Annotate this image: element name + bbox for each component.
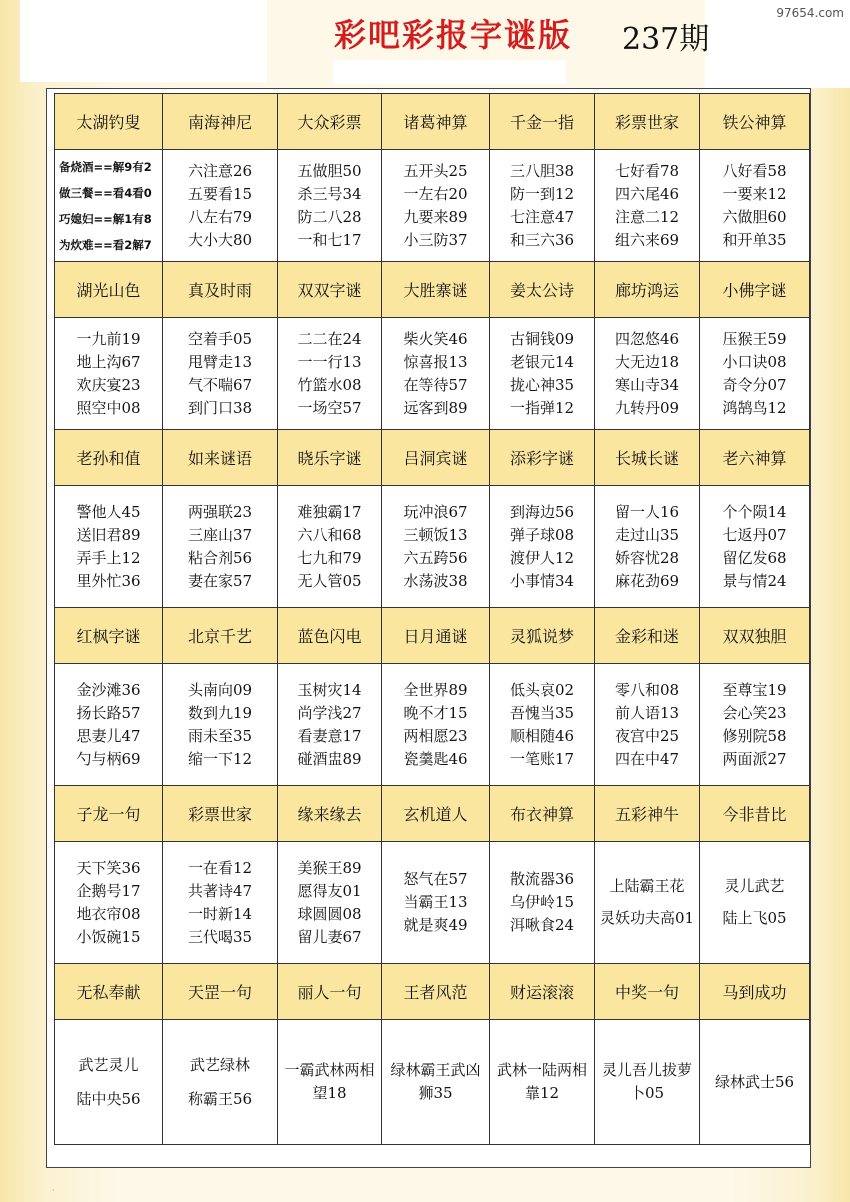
- riddle-cell: [594, 317, 700, 430]
- riddle-cell: [594, 663, 700, 786]
- riddle-line: 低头哀02: [509, 680, 575, 699]
- riddle-line: 做三餐==看4看0: [59, 185, 152, 200]
- riddle-line: 头南向09: [187, 680, 253, 699]
- riddle-cell: [277, 317, 382, 430]
- riddle-line: 数到九19: [187, 703, 253, 722]
- riddle-line: 到海边56: [509, 502, 575, 521]
- riddle-line: 巧媳妇==解1有8: [59, 211, 152, 226]
- riddle-line: 四在中47: [614, 749, 680, 768]
- riddle-cell: [54, 149, 163, 262]
- riddle-cell: [54, 317, 163, 430]
- riddle-line: 六八和68: [297, 525, 362, 544]
- riddle-line: 备烧酒==解9有2: [59, 159, 152, 174]
- riddle-line: 二二在24: [297, 329, 362, 348]
- riddle-line: 企鹅号17: [76, 881, 141, 900]
- riddle-line: 七返丹07: [722, 525, 787, 544]
- riddle-line: 粘合剂56: [187, 548, 253, 567]
- riddle-line: 寒山寺34: [614, 375, 680, 394]
- riddle-line: 三座山37: [187, 525, 253, 544]
- riddle-line: 五做胆50: [297, 161, 362, 180]
- riddle-line: 玉树灾14: [297, 680, 362, 699]
- riddle-line: 三八胆38: [509, 161, 575, 180]
- column-header: 五彩神牛: [594, 785, 700, 842]
- riddle-line: 碰酒盅89: [297, 749, 362, 768]
- riddle-cell: [277, 841, 382, 964]
- riddle-table: [55, 94, 810, 1164]
- column-header: 大胜寨谜: [381, 261, 490, 318]
- column-header: 北京千艺: [162, 607, 278, 664]
- riddle-cell: [699, 841, 810, 964]
- riddle-cell: [489, 663, 595, 786]
- column-header: 灵狐说梦: [489, 607, 595, 664]
- column-header: 老孙和值: [54, 429, 163, 486]
- riddle-line: 压猴王59: [722, 329, 787, 348]
- riddle-cell: [594, 149, 700, 262]
- riddle-cell: [381, 841, 490, 964]
- riddle-line: 送旧君89: [76, 525, 141, 544]
- riddle-line: 一九前19: [76, 329, 141, 348]
- column-header: 太湖钓叟: [54, 93, 163, 150]
- riddle-line: 组六来69: [614, 230, 680, 249]
- riddle-line: 到门口38: [187, 398, 253, 417]
- riddle-line: 六做胆60: [722, 207, 787, 226]
- riddle-line: 会心笑23: [722, 703, 787, 722]
- riddle-cell: [699, 485, 810, 608]
- riddle-line: 夜宫中25: [614, 726, 680, 745]
- riddle-line: 散流器36: [509, 870, 575, 888]
- column-header: 彩票世家: [162, 785, 278, 842]
- riddle-line: 弹子球08: [509, 525, 575, 544]
- riddle-line: 一要来12: [722, 184, 787, 203]
- column-header: 如来谜语: [162, 429, 278, 486]
- column-header: 晓乐字谜: [277, 429, 382, 486]
- riddle-line: 两面派27: [722, 749, 787, 768]
- riddle-line: 空着手05: [187, 329, 253, 348]
- riddle-line: 注意二12: [614, 207, 680, 226]
- riddle-line: 留一人16: [614, 502, 680, 521]
- riddle-line: 当霸王13: [403, 893, 468, 911]
- riddle-line: 一时新14: [187, 904, 253, 923]
- riddle-cell: [381, 149, 490, 262]
- riddle-line: 留亿发68: [722, 548, 787, 567]
- riddle-line: 灵妖功夫高01: [599, 909, 695, 928]
- riddle-line: 雨未至35: [187, 726, 253, 745]
- riddle-line: 一在看12: [187, 858, 253, 877]
- riddle-line: 留儿妻67: [297, 927, 362, 946]
- riddle-line: 和三六36: [509, 230, 575, 249]
- riddle-line: 奇令分07: [722, 375, 787, 394]
- riddle-line: 三顿饭13: [403, 525, 468, 544]
- riddle-line: 地衣帘08: [76, 904, 141, 923]
- riddle-line: 个个陨14: [722, 502, 787, 521]
- column-header: 小佛字谜: [699, 261, 810, 318]
- column-header: 蓝色闪电: [277, 607, 382, 664]
- riddle-line: 小饭碗15: [76, 927, 141, 946]
- riddle-cell: [277, 485, 382, 608]
- riddle-line: 美猴王89: [297, 858, 362, 877]
- column-header: 日月通谜: [381, 607, 490, 664]
- riddle-cell: [489, 841, 595, 964]
- riddle-line: 渡伊人12: [509, 548, 575, 567]
- riddle-line: 玩冲浪67: [403, 502, 468, 521]
- riddle-cell: [277, 663, 382, 786]
- riddle-cell: [594, 1019, 700, 1145]
- riddle-line: 老银元14: [509, 352, 575, 371]
- riddle-line: 九转丹09: [614, 398, 680, 417]
- riddle-line: 麻花劲69: [614, 571, 680, 590]
- site-watermark: 97654.com: [776, 6, 844, 20]
- riddle-line: 扬长路57: [76, 703, 141, 722]
- riddle-line: 就是爽49: [403, 916, 468, 934]
- column-header: 玄机道人: [381, 785, 490, 842]
- riddle-line: 照空中08: [76, 398, 141, 417]
- riddle-line: 甩臂走13: [187, 352, 253, 371]
- riddle-cell: [162, 317, 278, 430]
- riddle-line: 难独霸17: [297, 502, 362, 521]
- column-header: 子龙一句: [54, 785, 163, 842]
- riddle-line: 灵儿武艺: [724, 876, 785, 895]
- riddle-line: 小事情34: [509, 571, 575, 590]
- column-header: 马到成功: [699, 963, 810, 1020]
- riddle-line: 景与情24: [722, 571, 787, 590]
- riddle-cell: [489, 485, 595, 608]
- riddle-line: 修别院58: [722, 726, 787, 745]
- riddle-line: 防二八28: [297, 207, 362, 226]
- riddle-line: 惊喜报13: [403, 352, 468, 371]
- riddle-cell: [277, 149, 382, 262]
- column-header: 铁公神算: [699, 93, 810, 150]
- riddle-cell: [489, 149, 595, 262]
- riddle-line: 陆上飞05: [722, 909, 787, 928]
- riddle-line: 气不喘67: [187, 375, 253, 394]
- footer-mark: ·: [52, 1186, 55, 1195]
- riddle-cell: [489, 1019, 595, 1145]
- riddle-line: 四六尾46: [614, 184, 680, 203]
- riddle-line: 武林一陆两相靠12: [496, 1061, 587, 1102]
- riddle-line: 勺与柄69: [76, 749, 141, 768]
- riddle-line: 愿得友01: [297, 881, 362, 900]
- riddle-line: 在等待57: [403, 375, 468, 394]
- riddle-line: 妻在家57: [187, 571, 253, 590]
- riddle-line: 为炊难==看2解7: [59, 237, 152, 252]
- riddle-line: 七好看78: [614, 161, 680, 180]
- riddle-cell: [381, 317, 490, 430]
- riddle-line: 一左右20: [403, 184, 468, 203]
- riddle-line: 尚学浅27: [297, 703, 362, 722]
- riddle-cell: [277, 1019, 382, 1145]
- riddle-cell: [699, 317, 810, 430]
- riddle-line: 绿林霸王武凶狮35: [390, 1061, 481, 1102]
- riddle-line: 乌伊岭15: [509, 893, 575, 911]
- riddle-line: 八好看58: [722, 161, 787, 180]
- column-header: 今非昔比: [699, 785, 810, 842]
- riddle-cell: [162, 1019, 278, 1145]
- riddle-cell: [381, 1019, 490, 1145]
- column-header: 大众彩票: [277, 93, 382, 150]
- riddle-line: 无人管05: [297, 571, 362, 590]
- riddle-line: 前人语13: [614, 703, 680, 722]
- riddle-line: 远客到89: [403, 398, 468, 417]
- riddle-line: 小三防37: [403, 230, 468, 249]
- riddle-line: 一霸武林两相望18: [284, 1061, 375, 1102]
- riddle-line: 瓷羹匙46: [403, 749, 468, 768]
- riddle-line: 地上沟67: [76, 352, 141, 371]
- column-header: 千金一指: [489, 93, 595, 150]
- column-header: 南海神尼: [162, 93, 278, 150]
- riddle-line: 警他人45: [76, 502, 141, 521]
- riddle-line: 天下笑36: [76, 858, 141, 877]
- riddle-line: 弄手上12: [76, 548, 141, 567]
- riddle-line: 两相愿23: [403, 726, 468, 745]
- riddle-line: 走过山35: [614, 525, 680, 544]
- riddle-line: 竹篮水08: [297, 375, 362, 394]
- riddle-line: 一和七17: [297, 230, 362, 249]
- riddle-line: 五开头25: [403, 161, 468, 180]
- riddle-line: 娇容忧28: [614, 548, 680, 567]
- riddle-line: 洱啾食24: [509, 916, 575, 934]
- riddle-line: 大小大80: [187, 230, 253, 249]
- riddle-line: 六注意26: [187, 161, 253, 180]
- riddle-line: 两强联23: [187, 502, 253, 521]
- riddle-line: 共著诗47: [187, 881, 253, 900]
- riddle-line: 灵儿吾儿拔萝卜05: [601, 1061, 692, 1102]
- riddle-cell: [381, 663, 490, 786]
- column-header: 缘来缘去: [277, 785, 382, 842]
- column-header: 丽人一句: [277, 963, 382, 1020]
- column-header: 湖光山色: [54, 261, 163, 318]
- riddle-line: 和开单35: [722, 230, 787, 249]
- column-header: 真及时雨: [162, 261, 278, 318]
- column-header: 布衣神算: [489, 785, 595, 842]
- column-header: 金彩和迷: [594, 607, 700, 664]
- riddle-line: 一场空57: [297, 398, 362, 417]
- riddle-line: 怒气在57: [403, 870, 468, 888]
- riddle-cell: [381, 485, 490, 608]
- riddle-cell: [699, 149, 810, 262]
- riddle-cell: [162, 663, 278, 786]
- riddle-line: 上陆霸王花: [609, 876, 685, 895]
- riddle-cell: [162, 841, 278, 964]
- riddle-line: 杀三号34: [297, 184, 362, 203]
- riddle-line: 全世界89: [403, 680, 468, 699]
- riddle-line: 至尊宝19: [722, 680, 787, 699]
- column-header: 财运滚滚: [489, 963, 595, 1020]
- riddle-line: 球圆圆08: [297, 904, 362, 923]
- riddle-line: 小口诀08: [722, 352, 787, 371]
- riddle-line: 顺相随46: [509, 726, 575, 745]
- riddle-line: 五要看15: [187, 184, 253, 203]
- riddle-line: 柴火笑46: [403, 329, 468, 348]
- column-header: 姜太公诗: [489, 261, 595, 318]
- column-header: 中奖一句: [594, 963, 700, 1020]
- riddle-line: 七注意47: [509, 207, 575, 226]
- riddle-line: 水荡波38: [403, 571, 468, 590]
- riddle-cell: [594, 841, 700, 964]
- riddle-line: 防一到12: [509, 184, 575, 203]
- riddle-line: 绿林武士56: [714, 1072, 795, 1091]
- riddle-line: 大无边18: [614, 352, 680, 371]
- riddle-cell: [54, 485, 163, 608]
- riddle-line: 七九和79: [297, 548, 362, 567]
- riddle-line: 一指弹12: [509, 398, 575, 417]
- riddle-line: 鸿鹄鸟12: [722, 398, 787, 417]
- blank-panel-left: [20, 0, 267, 82]
- column-header: 天罡一句: [162, 963, 278, 1020]
- blank-panel-center: [333, 60, 566, 84]
- riddle-cell: [54, 841, 163, 964]
- column-header: 王者风范: [381, 963, 490, 1020]
- riddle-line: 三代喝35: [187, 927, 253, 946]
- riddle-cell: [594, 485, 700, 608]
- column-header: 彩票世家: [594, 93, 700, 150]
- riddle-line: 金沙滩36: [76, 680, 141, 699]
- riddle-line: 一笔账17: [509, 749, 575, 768]
- riddle-line: 武艺绿林: [189, 1055, 250, 1074]
- riddle-line: 吾愧当35: [509, 703, 575, 722]
- riddle-cell: [489, 317, 595, 430]
- riddle-line: 古铜钱09: [509, 329, 575, 348]
- issue-number: 237期: [622, 22, 710, 57]
- riddle-line: 拢心神35: [509, 375, 575, 394]
- riddle-cell: [699, 663, 810, 786]
- column-header: 老六神算: [699, 429, 810, 486]
- riddle-cell: [162, 485, 278, 608]
- column-header: 双双独胆: [699, 607, 810, 664]
- riddle-cell: [162, 149, 278, 262]
- riddle-line: 一一行13: [297, 352, 362, 371]
- column-header: 吕洞宾谜: [381, 429, 490, 486]
- riddle-line: 武艺灵儿: [78, 1055, 139, 1074]
- riddle-line: 六五跨56: [403, 548, 468, 567]
- riddle-line: 四忽悠46: [614, 329, 680, 348]
- riddle-line: 思妻儿47: [76, 726, 141, 745]
- page-title: 彩吧彩报字谜版: [334, 16, 573, 54]
- column-header: 长城长谜: [594, 429, 700, 486]
- riddle-line: 九要来89: [403, 207, 468, 226]
- riddle-line: 看妻意17: [297, 726, 362, 745]
- column-header: 添彩字谜: [489, 429, 595, 486]
- riddle-line: 陆中央56: [76, 1089, 141, 1108]
- riddle-line: 欢庆宴23: [76, 375, 141, 394]
- riddle-line: 八左右79: [187, 207, 253, 226]
- riddle-line: 称霸王56: [187, 1089, 253, 1108]
- column-header: 诸葛神算: [381, 93, 490, 150]
- riddle-cell: [54, 663, 163, 786]
- riddle-cell: [54, 1019, 163, 1145]
- column-header: 双双字谜: [277, 261, 382, 318]
- riddle-line: 零八和08: [614, 680, 680, 699]
- riddle-line: 缩一下12: [187, 749, 253, 768]
- column-header: 红枫字谜: [54, 607, 163, 664]
- column-header: 无私奉献: [54, 963, 163, 1020]
- column-header: 廊坊鸿运: [594, 261, 700, 318]
- riddle-line: 晚不才15: [403, 703, 468, 722]
- riddle-cell: [699, 1019, 810, 1145]
- riddle-line: 里外忙36: [76, 571, 141, 590]
